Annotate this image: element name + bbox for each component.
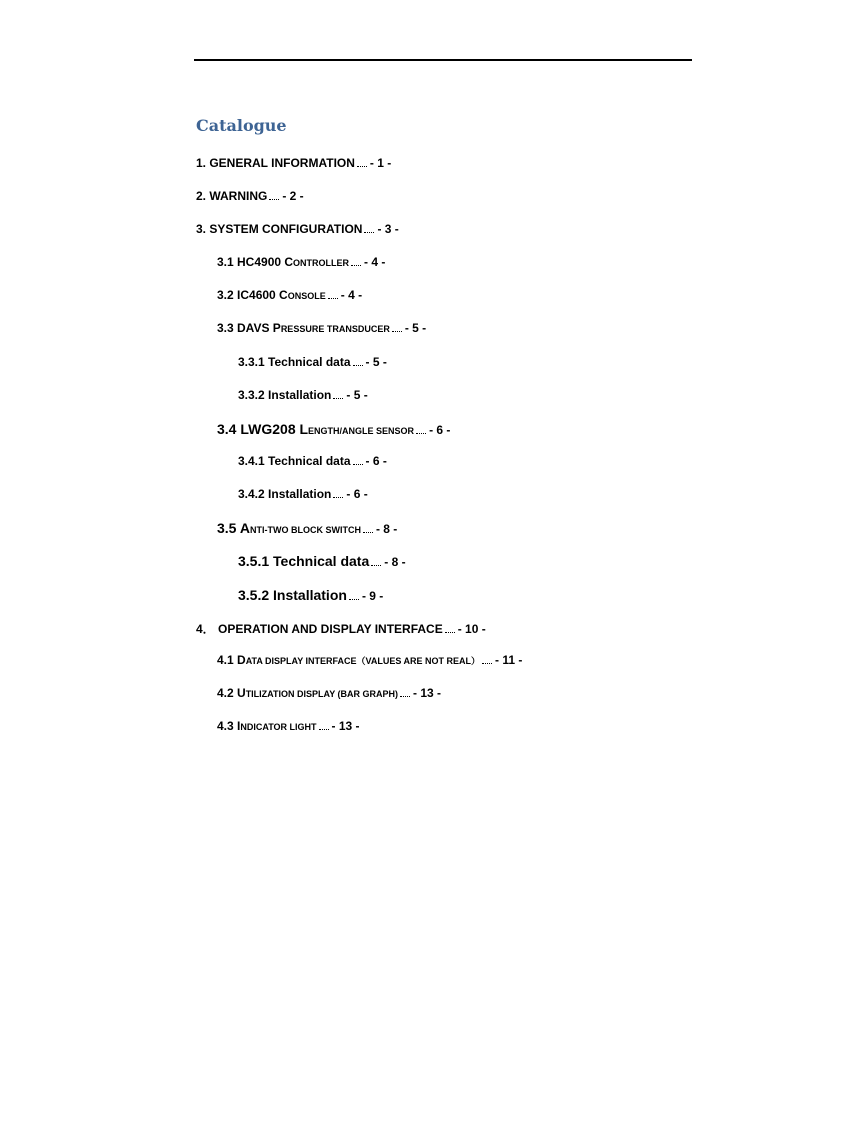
toc-page-number: - 4 - (364, 255, 386, 269)
toc-leader (328, 288, 338, 299)
toc-page-number: - 5 - (404, 321, 427, 335)
toc-leader (400, 686, 410, 697)
toc-page-number: - 6 - (429, 423, 451, 437)
toc-entry-label: 3.3.2 Installation (238, 388, 332, 402)
toc-page-number: - 5 - (365, 355, 387, 369)
toc-leader (349, 589, 359, 600)
toc-page-number: - 1 - (369, 156, 392, 170)
toc-entry-label: 4.1 DATA DISPLAY INTERFACE（VALUES ARE NOT REAL） (217, 653, 481, 667)
toc-entry-label: 3. SYSTEM CONFIGURATION (196, 222, 363, 236)
toc-entry-label: 3.4 LWG208 LENGTH/ANGLE SENSOR (217, 421, 415, 437)
toc-leader (363, 522, 373, 533)
toc-leader (364, 222, 374, 233)
toc-page-number: - 6 - (365, 454, 387, 468)
toc-entry-label: 3.4.1 Technical data (238, 454, 351, 468)
toc-page-number: - 8 - (375, 522, 398, 536)
toc-page-number: - 11 - (495, 653, 523, 667)
toc-entry-label: 3.3.1 Technical data (238, 355, 351, 369)
toc-entry-label: 3.3 DAVS PRESSURE TRANSDUCER (217, 321, 390, 335)
toc-entry-label: 3.1 HC4900 CONTROLLER (217, 255, 350, 269)
toc-page-number: - 10 - (457, 622, 486, 636)
toc-leader (371, 555, 381, 566)
toc-leader (482, 653, 492, 664)
toc-entry-label: 4.3 INDICATOR LIGHT (217, 719, 317, 733)
toc-entry-label: 3.2 IC4600 CONSOLE (217, 288, 326, 302)
toc-entry-label: 3.4.2 Installation (238, 487, 332, 501)
toc-leader (416, 423, 426, 434)
toc-page-number: - 3 - (377, 222, 399, 236)
toc-leader (445, 622, 455, 633)
toc-page-number: - 13 - (413, 686, 442, 700)
toc-entry-label: 2. WARNING (196, 189, 268, 203)
toc-leader (353, 355, 363, 366)
toc-leader (333, 487, 343, 498)
toc-page-number: - 13 - (331, 719, 360, 733)
toc-page-number: - 8 - (384, 555, 406, 569)
toc-entry-label: 4.2 UTILIZATION DISPLAY (BAR GRAPH) (217, 686, 399, 700)
toc-leader (319, 719, 329, 730)
toc-page-number: - 5 - (346, 388, 368, 402)
toc-leader (357, 156, 367, 167)
toc-page-number: - 4 - (340, 288, 363, 302)
toc-entry-label: 3.5 ANTI-TWO BLOCK SWITCH (217, 520, 361, 536)
toc-leader (333, 388, 343, 399)
toc-heading: Catalogue (196, 116, 287, 135)
toc-entry-label: 3.5.2 Installation (238, 587, 347, 603)
toc-leader (353, 454, 363, 465)
toc-page-number: - 6 - (346, 487, 368, 501)
toc-entry-label: 3.5.1 Technical data (238, 553, 370, 569)
toc-leader (351, 255, 361, 266)
toc-page-number: - 9 - (361, 589, 384, 603)
header-rule (194, 59, 692, 61)
toc-leader (269, 189, 279, 200)
toc-leader (392, 321, 402, 332)
toc-page-number: - 2 - (282, 189, 304, 203)
toc-entry-label: 1. GENERAL INFORMATION (196, 156, 355, 170)
toc-entry-label: 4． OPERATION AND DISPLAY INTERFACE (196, 622, 443, 636)
